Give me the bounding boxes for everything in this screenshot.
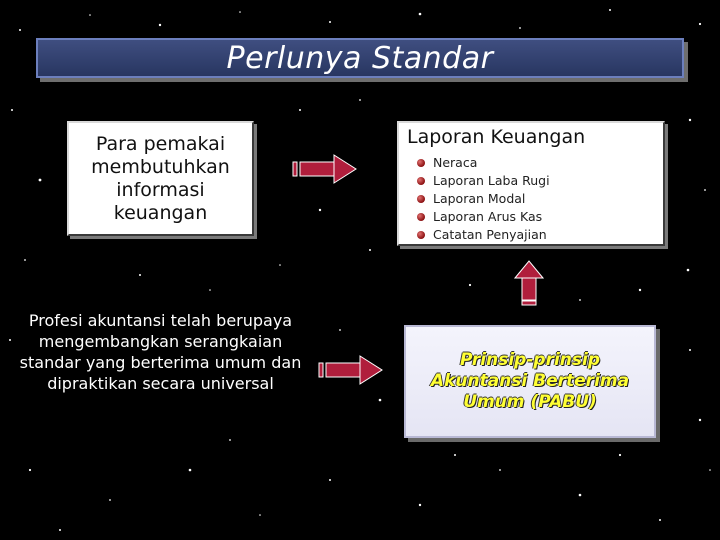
list-item-label: Catatan Penyajian [433, 227, 547, 242]
list-item [417, 226, 663, 244]
bullet-icon [417, 177, 425, 185]
title-bar [36, 38, 684, 78]
bullet-icon [417, 231, 425, 239]
reports-title: Laporan Keuangan [407, 126, 586, 148]
bullet-icon [417, 213, 425, 221]
arrow-right-bottom [318, 355, 384, 385]
pabu-text: Prinsip-prinsip Akuntansi Berterima Umum (PABU) [430, 350, 630, 412]
pabu-box [404, 325, 656, 438]
list-item [417, 208, 663, 226]
list-item-label: Laporan Arus Kas [433, 209, 543, 224]
users-need-info-text: Para pemakai membutuhkan informasi keuangan [91, 132, 230, 224]
arrow-up [514, 260, 544, 306]
list-item-label: Laporan Laba Rugi [433, 173, 550, 188]
list-item-label: Neraca [433, 155, 478, 170]
reports-list [407, 154, 663, 244]
financial-reports-box [397, 121, 665, 246]
bullet-icon [417, 195, 425, 203]
page-title: Perlunya Standar [226, 40, 494, 76]
users-need-info-box [67, 121, 254, 236]
list-item [417, 172, 663, 190]
profession-statement: Profesi akuntansi telah berupaya mengembangkan serangkaian standar yang berterima umum dan dipraktikan secara universal [19, 311, 302, 393]
arrow-right-top [292, 154, 358, 184]
list-item [417, 154, 663, 172]
list-item-label: Laporan Modal [433, 191, 526, 206]
bullet-icon [417, 159, 425, 167]
list-item [417, 190, 663, 208]
